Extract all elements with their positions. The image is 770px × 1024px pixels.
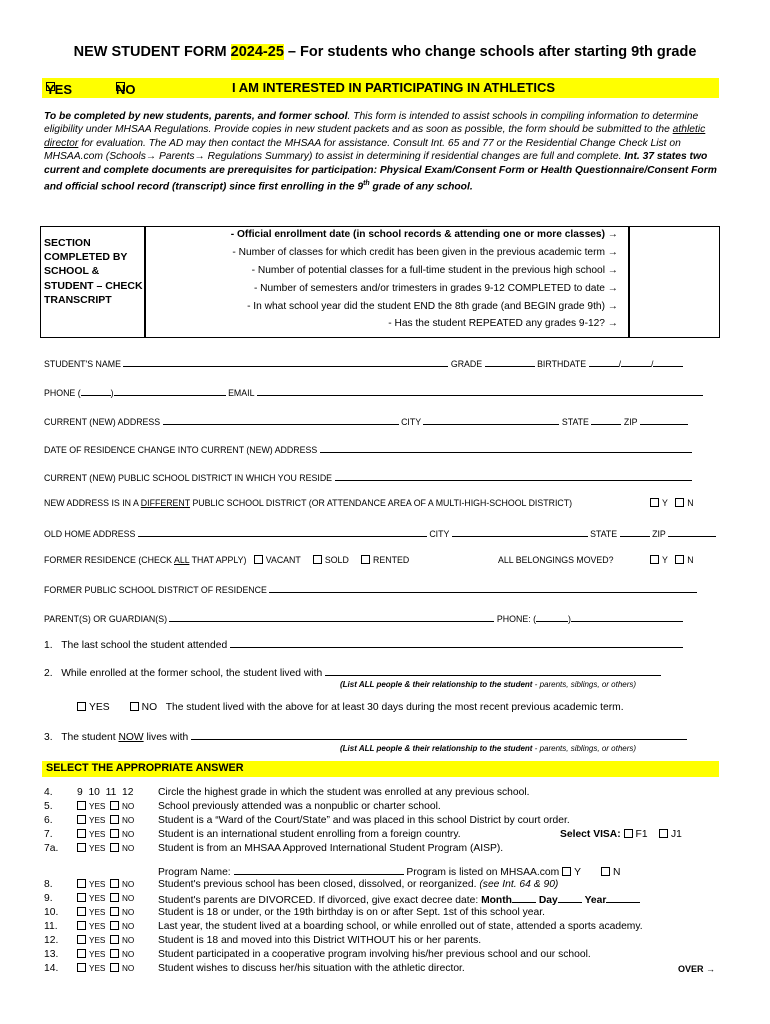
grade-field[interactable] [485,357,535,367]
yes-checkbox[interactable] [46,82,55,91]
old-address-row: OLD HOME ADDRESS CITY STATE ZIP [44,527,716,539]
item-6-text: Student is a “Ward of the Court/State” and was placed in this school District by court order. [158,815,570,826]
item-8-no-checkbox[interactable] [110,879,119,888]
visa-select: Select VISA: F1 J1 [560,829,682,840]
old-city-field[interactable] [452,527,588,537]
item-12-yes-checkbox[interactable] [77,935,86,944]
phone-area-field[interactable] [81,386,111,396]
item-7a-num: 7a. [44,843,59,854]
item-10-yn: YES NO [77,908,134,917]
item-12-yn: YES NO [77,936,134,945]
item-14-yn: YES NO [77,964,134,973]
item-10-no-checkbox[interactable] [110,907,119,916]
current-zip-field[interactable] [640,415,688,425]
lived-with-field[interactable] [325,666,661,676]
current-address-row: CURRENT (NEW) ADDRESS CITY STATE ZIP [44,415,688,427]
item-5-no-checkbox[interactable] [110,801,119,810]
item-7-yes-checkbox[interactable] [77,829,86,838]
old-state-field[interactable] [620,527,650,537]
email-field[interactable] [257,386,703,396]
q2b-yes-checkbox[interactable] [77,702,86,711]
district-row: CURRENT (NEW) PUBLIC SCHOOL DISTRICT IN WHICH YOU RESIDE [44,471,692,483]
sold-checkbox[interactable] [313,555,322,564]
item-11-yes-checkbox[interactable] [77,921,86,930]
belongings-y-checkbox[interactable] [650,555,659,564]
item-7-num: 7. [44,829,53,840]
item-10-text: Student is 18 or under, or the 19th birthday is on or after Sept. 1st of this school year. [158,907,545,918]
birth-day-field[interactable] [621,357,651,367]
item-12-no-checkbox[interactable] [110,935,119,944]
item-13-yes-checkbox[interactable] [77,949,86,958]
question-2: 2. While enrolled at the former school, the student lived with [44,666,661,679]
new-district-n-checkbox[interactable] [675,498,684,507]
decree-year-field[interactable] [606,893,640,903]
item-11-no-checkbox[interactable] [110,921,119,930]
item-13-no-checkbox[interactable] [110,949,119,958]
intro-bold-5: Int. 37 states two current and complete documents are prerequisites for participation: Physical Exam/Consent Form or Health Questionnaire/Consent Form and official school record (transcript) since first enrolling in the 9 [44,151,717,193]
current-address-field[interactable] [163,415,399,425]
section-label: SECTION COMPLETED BY SCHOOL & STUDENT – CHECK TRANSCRIPT [44,237,143,306]
district-field[interactable] [335,471,692,481]
last-school-field[interactable] [230,638,683,648]
former-district-field[interactable] [269,583,697,593]
title-suffix: – For students who change schools after starting 9th grade [283,44,697,60]
item-12-num: 12. [44,935,59,946]
decree-month-field[interactable] [512,893,536,903]
item-4-num: 4. [44,787,53,798]
q2b-no-checkbox[interactable] [130,702,139,711]
lives-with-field[interactable] [191,730,687,740]
former-residence-row: FORMER RESIDENCE (CHECK ALL THAT APPLY) VACANT SOLD RENTED [44,555,410,565]
form-title [0,44,770,60]
item-5-yn: YES NO [77,802,134,811]
question-3: 3. The student NOW lives with [44,730,687,743]
intro-link: athletic director [44,124,706,149]
parents-phone-field[interactable] [571,612,683,622]
item-6-num: 6. [44,815,53,826]
parents-phone-area-field[interactable] [536,612,568,622]
item-14-yes-checkbox[interactable] [77,963,86,972]
parents-field[interactable] [169,612,494,622]
item-12-text: Student is 18 and moved into this District WITHOUT his or her parents. [158,935,482,946]
check-line-4: - Number of semesters and/or trimesters in grades 9-12 COMPLETED to date → [253,283,618,294]
new-district-y-checkbox[interactable] [650,498,659,507]
residence-change-row: DATE OF RESIDENCE CHANGE INTO CURRENT (NEW) ADDRESS [44,443,692,455]
check-line-5: - In what school year did the student END the 8th grade (and BEGIN grade 9th) → [247,301,618,312]
item-8-text: Student's previous school has been closed, dissolved, or reorganized. (see Int. 64 & 90) [158,879,559,890]
program-row: Program Name: Program is listed on MHSAA.com Y N [158,867,621,878]
item-7-text: Student is an international student enrolling from a foreign country. [158,829,461,840]
title-prefix: NEW STUDENT FORM [73,44,231,60]
item-8-num: 8. [44,879,53,890]
item-9-num: 9. [44,893,53,904]
item-6-yes-checkbox[interactable] [77,815,86,824]
question-2b: YES NO The student lived with the above for at least 30 days during the most recent previous academic term. [77,702,624,713]
item-9-yn: YES NO [77,894,134,903]
phone-field[interactable] [114,386,226,396]
list-note-2: (List ALL people & their relationship to the student - parents, siblings, or others) [340,744,637,753]
residence-change-field[interactable] [320,443,692,453]
former-district-row: FORMER PUBLIC SCHOOL DISTRICT OF RESIDENCE [44,583,697,595]
phone-row: PHONE ( ) EMAIL [44,386,703,398]
j1-checkbox[interactable] [659,829,668,838]
item-4-text: Circle the highest grade in which the student was enrolled at any previous school. [158,787,530,798]
student-name-row: STUDENT'S NAME GRADE BIRTHDATE / / [44,357,683,369]
program-n-checkbox[interactable] [601,867,610,876]
item-14-text: Student wishes to discuss her/his situation with the athletic director. [158,963,465,974]
decree-day-field[interactable] [558,893,582,903]
over-label: OVER → [678,964,716,974]
intro-bold-1: To be completed by new students, parents, and former school [44,111,348,122]
birth-month-field[interactable] [589,357,619,367]
parents-row: PARENT(S) OR GUARDIAN(S) PHONE: ( ) [44,612,683,624]
question-1: 1. The last school the student attended [44,638,683,651]
item-13-num: 13. [44,949,59,960]
item-5-num: 5. [44,801,53,812]
item-9-text: Student's parents are DIVORCED. If divorced, give exact decree date: Month Day Year [158,893,640,906]
answer-box[interactable] [628,226,720,338]
item-5-yes-checkbox[interactable] [77,801,86,810]
item-13-yn: YES NO [77,950,134,959]
item-6-yn: YES NO [77,816,134,825]
intro-paragraph [44,110,724,194]
item-11-num: 11. [44,921,58,932]
rented-checkbox[interactable] [361,555,370,564]
list-note-1: (List ALL people & their relationship to the student - parents, siblings, or others) [340,680,637,689]
item-5-text: School previously attended was a nonpublic or charter school. [158,801,441,812]
vacant-checkbox[interactable] [254,555,263,564]
athletics-bar: YES NO I AM INTERESTED IN PARTICIPATING IN ATHLETICS [42,78,719,98]
item-14-no-checkbox[interactable] [110,963,119,972]
item-9-no-checkbox[interactable] [110,893,119,902]
old-address-field[interactable] [138,527,427,537]
item-10-num: 10. [44,907,59,918]
grade-options[interactable]: 9 10 11 12 [77,787,134,798]
check-line-3: - Number of potential classes for a full-time student in the previous high school → [251,265,618,276]
new-district-row: NEW ADDRESS IS IN A DIFFERENT PUBLIC SCHOOL DISTRICT (OR ATTENDANCE AREA OF A MULTI-HIGH-SCHOOL DISTRICT) [44,498,573,508]
item-10-yes-checkbox[interactable] [77,907,86,916]
new-district-yn: Y N [650,498,694,508]
item-7a-text: Student is from an MHSAA Approved International Student Program (AISP). [158,843,504,854]
item-6-no-checkbox[interactable] [110,815,119,824]
program-y-checkbox[interactable] [562,867,571,876]
athletics-label: I AM INTERESTED IN PARTICIPATING IN ATHLETICS [232,80,556,95]
old-zip-field[interactable] [668,527,716,537]
current-state-field[interactable] [591,415,621,425]
item-7-no-checkbox[interactable] [110,829,119,838]
program-name-field[interactable] [234,865,404,875]
current-city-field[interactable] [423,415,559,425]
item-7a-yes-checkbox[interactable] [77,843,86,852]
belongings-n-checkbox[interactable] [675,555,684,564]
birth-year-field[interactable] [653,357,683,367]
check-line-6: - Has the student REPEATED any grades 9-12? → [388,318,618,329]
no-checkbox[interactable] [116,82,125,91]
item-7a-no-checkbox[interactable] [110,843,119,852]
select-answer-bar [42,761,719,777]
belongings-yn: Y N [650,555,694,565]
belongings-row: ALL BELONGINGS MOVED? [498,555,614,565]
intro-bold-7: grade of any school. [369,181,473,193]
intro-sup: th [363,180,370,188]
item-9-yes-checkbox[interactable] [77,893,86,902]
item-13-text: Student participated in a cooperative program involving his/her previous school and our school. [158,949,591,960]
transcript-checklist [148,226,618,336]
item-11-text: Last year, the student lived at a boarding school, or while enrolled out of state, attended a sports academy. [158,921,643,932]
title-year: 2024-25 [230,44,284,60]
item-8-yn: YES NO [77,880,134,889]
item-8-yes-checkbox[interactable] [77,879,86,888]
select-answer-label: SELECT THE APPROPRIATE ANSWER [46,762,244,774]
item-7-yn: YES NO [77,830,134,839]
intro-text-4: for evaluation. The AD may then contact the MHSAA for assistance. Consult Int. 65 and 77 or the Residential Change Check List on MHSAA.com (Schools→ Parents→ Regulations Summary) to assist in determining if residential changes are full and complete. [44,137,681,163]
check-line-1: - Official enrollment date (in school records & attending one or more classes) → [230,229,618,240]
check-line-2: - Number of classes for which credit has been given in the previous academic term → [232,247,618,258]
item-14-num: 14. [44,963,59,974]
student-name-field[interactable] [123,357,448,367]
item-7a-yn: YES NO [77,844,134,853]
item-11-yn: YES NO [77,922,134,931]
f1-checkbox[interactable] [624,829,633,838]
intro-text-2: . This form is intended to assist schools in compiling information to determine eligibility under MHSAA Regulations. Provide copies in new student packets and as soon as possible, the form should be submitted to the [44,111,699,136]
